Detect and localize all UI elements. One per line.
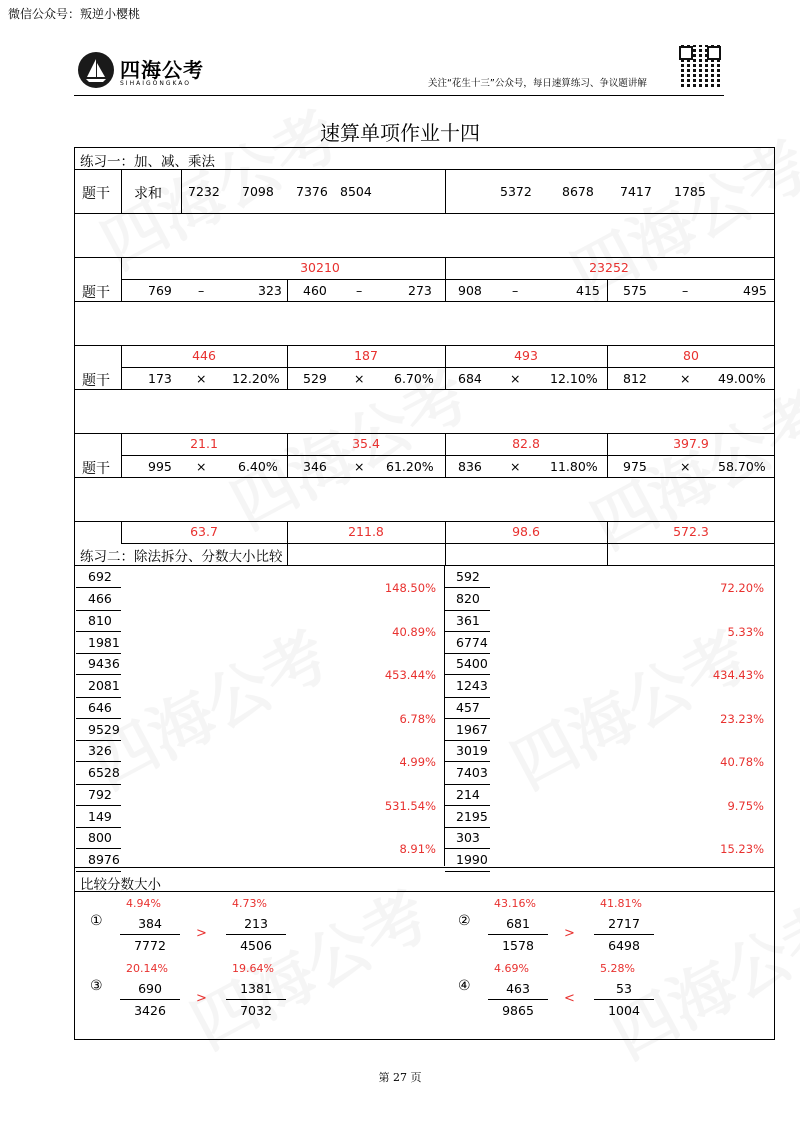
answer-percent: 434.43% — [712, 668, 764, 682]
operand-b: 323 — [258, 283, 282, 298]
fraction-bar — [76, 805, 121, 806]
answer-underline — [122, 1039, 182, 1040]
operator: – — [198, 283, 205, 298]
operand-b: 6.40% — [238, 459, 278, 474]
operand-b: 273 — [408, 283, 432, 298]
exercise3-title: 比较分数大小 — [80, 877, 161, 893]
fraction-bar — [76, 718, 121, 719]
sum-label: 求和 — [134, 186, 162, 202]
denominator: 9865 — [502, 1003, 534, 1018]
numerator: 303 — [456, 830, 480, 845]
row-label: 题干 — [82, 373, 110, 389]
answer: 80 — [683, 348, 699, 363]
denominator: 7403 — [456, 765, 488, 780]
fraction-bar — [445, 848, 490, 849]
fraction-percent: 43.16% — [494, 897, 536, 910]
sum-answer: 30210 — [300, 260, 340, 275]
answer-percent: 8.91% — [399, 842, 436, 856]
problem-marker: ① — [90, 913, 103, 929]
denominator: 466 — [88, 591, 112, 606]
page-number: 第 27 页 — [378, 1071, 422, 1084]
row-divider — [445, 697, 490, 698]
operand-a: 684 — [458, 371, 482, 386]
answer-percent: 72.20% — [720, 581, 764, 595]
numerator: 690 — [138, 981, 162, 996]
operand-b: 6.70% — [394, 371, 434, 386]
answer-underline — [596, 1039, 656, 1040]
fraction-percent: 4.69% — [494, 962, 529, 975]
numerator: 2717 — [608, 916, 640, 931]
numerator: 9436 — [88, 656, 120, 671]
fraction-bar — [445, 631, 490, 632]
comparison-sign: > — [196, 926, 207, 941]
answer-percent: 40.78% — [720, 755, 764, 769]
answer: 21.1 — [190, 436, 218, 451]
operand-b: 58.70% — [718, 459, 766, 474]
denominator: 8976 — [88, 852, 120, 867]
row-label: 题干 — [82, 461, 110, 477]
denominator: 6498 — [608, 938, 640, 953]
answer: 63.7 — [190, 524, 218, 539]
answer-underline — [228, 1039, 288, 1040]
answer-percent: 4.99% — [399, 755, 436, 769]
operator: × — [510, 371, 521, 386]
sail-logo-icon — [78, 52, 114, 88]
fraction-percent: 20.14% — [126, 962, 168, 975]
operator: – — [512, 283, 519, 298]
sum-left-value: 7232 — [188, 184, 220, 199]
qr-code-icon — [678, 45, 722, 89]
numerator: 692 — [88, 569, 112, 584]
top-note: 微信公众号：叛逆小樱桃 — [8, 7, 141, 21]
denominator: 3426 — [134, 1003, 166, 1018]
answer: 211.8 — [348, 524, 384, 539]
row-label: 题干 — [82, 186, 110, 202]
denominator: 6774 — [456, 634, 488, 650]
fraction-percent: 4.73% — [232, 897, 267, 910]
problem-marker: ④ — [458, 978, 471, 994]
numerator: 213 — [244, 916, 268, 931]
operator: × — [680, 371, 691, 386]
numerator: 592 — [456, 569, 480, 584]
page-title: 速算单项作业十四 — [320, 121, 480, 145]
row-divider — [445, 740, 490, 741]
fraction-bar — [120, 999, 180, 1000]
denominator: 9529 — [88, 721, 120, 737]
operand-b: 11.80% — [550, 459, 598, 474]
sum-right-value: 8678 — [562, 184, 594, 199]
answer-percent: 531.54% — [384, 798, 436, 813]
operand-a: 836 — [458, 459, 482, 474]
problem-marker: ③ — [90, 978, 103, 994]
sum-right-value: 1785 — [674, 184, 706, 199]
fraction-bar — [445, 718, 490, 719]
numerator: 361 — [456, 612, 480, 628]
operand-a: 346 — [303, 459, 327, 474]
denominator: 7772 — [134, 938, 166, 953]
answer-percent: 5.33% — [727, 624, 764, 639]
operand-b: 415 — [576, 283, 600, 298]
exercise2-title: 练习二：除法拆分、分数大小比较 — [80, 549, 283, 565]
answer: 446 — [192, 348, 216, 363]
operator: × — [354, 371, 365, 386]
operand-a: 975 — [623, 459, 647, 474]
numerator: 463 — [506, 981, 530, 996]
denominator: 1967 — [456, 721, 488, 737]
fraction-percent: 4.94% — [126, 897, 161, 910]
numerator: 1381 — [240, 981, 272, 996]
fraction-bar — [76, 761, 121, 762]
slogan: 关注“花生十三”公众号，每日速算练习、争议题讲解 — [428, 78, 647, 89]
answer: 572.3 — [673, 524, 709, 539]
denominator: 1578 — [502, 938, 534, 953]
row-divider — [445, 827, 490, 828]
denominator: 7032 — [240, 1003, 272, 1018]
comparison-sign: > — [196, 991, 207, 1006]
numerator: 3019 — [456, 743, 488, 758]
operand-a: 173 — [148, 371, 172, 386]
row-label: 题干 — [82, 285, 110, 301]
operand-b: 12.10% — [550, 371, 598, 386]
operand-a: 460 — [303, 283, 327, 298]
fraction-bar — [76, 674, 121, 675]
header-divider — [74, 95, 724, 96]
row-divider — [76, 784, 121, 785]
answer: 98.6 — [512, 524, 540, 539]
fraction-bar — [76, 848, 121, 849]
denominator: 4506 — [240, 938, 272, 953]
answer-percent: 15.23% — [720, 842, 764, 856]
row-divider — [445, 871, 490, 872]
fraction-bar — [488, 999, 548, 1000]
operator: – — [682, 283, 689, 298]
operator: – — [356, 283, 363, 298]
answer-percent: 148.50% — [384, 581, 436, 595]
logo-subtitle: SIHAIGONGKAO — [120, 80, 192, 87]
answer: 35.4 — [352, 436, 380, 451]
logo — [78, 52, 208, 94]
operand-a: 908 — [458, 283, 482, 298]
denominator: 2081 — [88, 678, 120, 693]
operator: × — [510, 459, 521, 474]
numerator: 326 — [88, 743, 112, 758]
sum-right-value: 7417 — [620, 184, 652, 199]
numerator: 681 — [506, 916, 530, 931]
comparison-sign: < — [564, 991, 575, 1006]
answer: 397.9 — [673, 436, 709, 451]
row-divider — [76, 610, 121, 611]
denominator: 1004 — [608, 1003, 640, 1018]
fraction-bar — [445, 761, 490, 762]
sum-left-value: 8504 — [340, 184, 372, 199]
fraction-bar — [445, 805, 490, 806]
sum-left-value: 7098 — [242, 184, 274, 199]
answer-percent: 6.78% — [399, 711, 436, 726]
denominator: 820 — [456, 591, 480, 606]
numerator: 800 — [88, 830, 112, 845]
operator: × — [354, 459, 365, 474]
answer-percent: 23.23% — [720, 711, 764, 726]
row-divider — [76, 740, 121, 741]
operator: × — [196, 459, 207, 474]
answer: 187 — [354, 348, 378, 363]
operand-b: 495 — [743, 283, 767, 298]
numerator: 5400 — [456, 656, 488, 671]
row-divider — [445, 610, 490, 611]
fraction-bar — [445, 587, 490, 588]
denominator: 6528 — [88, 765, 120, 780]
denominator: 2195 — [456, 808, 488, 824]
fraction-bar — [445, 674, 490, 675]
denominator: 1990 — [456, 852, 488, 867]
fraction-bar — [488, 934, 548, 935]
fraction-percent: 19.64% — [232, 962, 274, 975]
numerator: 792 — [88, 786, 112, 802]
operand-a: 575 — [623, 283, 647, 298]
answer-percent: 40.89% — [392, 624, 436, 639]
operator: × — [680, 459, 691, 474]
problem-marker: ② — [458, 913, 471, 929]
comparison-sign: > — [564, 926, 575, 941]
numerator: 214 — [456, 786, 480, 802]
fraction-bar — [594, 999, 654, 1000]
operand-a: 995 — [148, 459, 172, 474]
row-divider — [76, 653, 121, 654]
fraction-bar — [226, 999, 286, 1000]
answer-underline — [490, 1039, 550, 1040]
answer-percent: 9.75% — [727, 798, 764, 813]
operand-b: 49.00% — [718, 371, 766, 386]
sum-right-value: 5372 — [500, 184, 532, 199]
operand-b: 61.20% — [386, 459, 434, 474]
fraction-bar — [76, 587, 121, 588]
row-divider — [76, 697, 121, 698]
denominator: 1981 — [88, 634, 120, 650]
answer-percent: 453.44% — [384, 668, 436, 682]
numerator: 810 — [88, 612, 112, 628]
operand-a: 769 — [148, 283, 172, 298]
row-divider — [445, 784, 490, 785]
answer: 82.8 — [512, 436, 540, 451]
row-divider — [76, 871, 121, 872]
fraction-bar — [76, 631, 121, 632]
fraction-percent: 5.28% — [600, 962, 635, 975]
operator: × — [196, 371, 207, 386]
numerator: 646 — [88, 699, 112, 715]
fraction-bar — [594, 934, 654, 935]
denominator: 1243 — [456, 678, 488, 693]
operand-a: 529 — [303, 371, 327, 386]
row-divider — [445, 653, 490, 654]
operand-b: 12.20% — [232, 371, 280, 386]
numerator: 457 — [456, 699, 480, 715]
fraction-bar — [120, 934, 180, 935]
sum-answer: 23252 — [589, 260, 629, 275]
operand-a: 812 — [623, 371, 647, 386]
numerator: 53 — [616, 981, 632, 996]
fraction-percent: 41.81% — [600, 897, 642, 910]
row-divider — [76, 827, 121, 828]
exercise1-title: 练习一：加、减、乘法 — [80, 154, 215, 170]
answer: 493 — [514, 348, 538, 363]
numerator: 384 — [138, 916, 162, 931]
logo-name: 四海公考 — [120, 58, 204, 82]
denominator: 149 — [88, 808, 112, 824]
sum-left-value: 7376 — [296, 184, 328, 199]
fraction-bar — [226, 934, 286, 935]
column-divider — [444, 566, 445, 866]
